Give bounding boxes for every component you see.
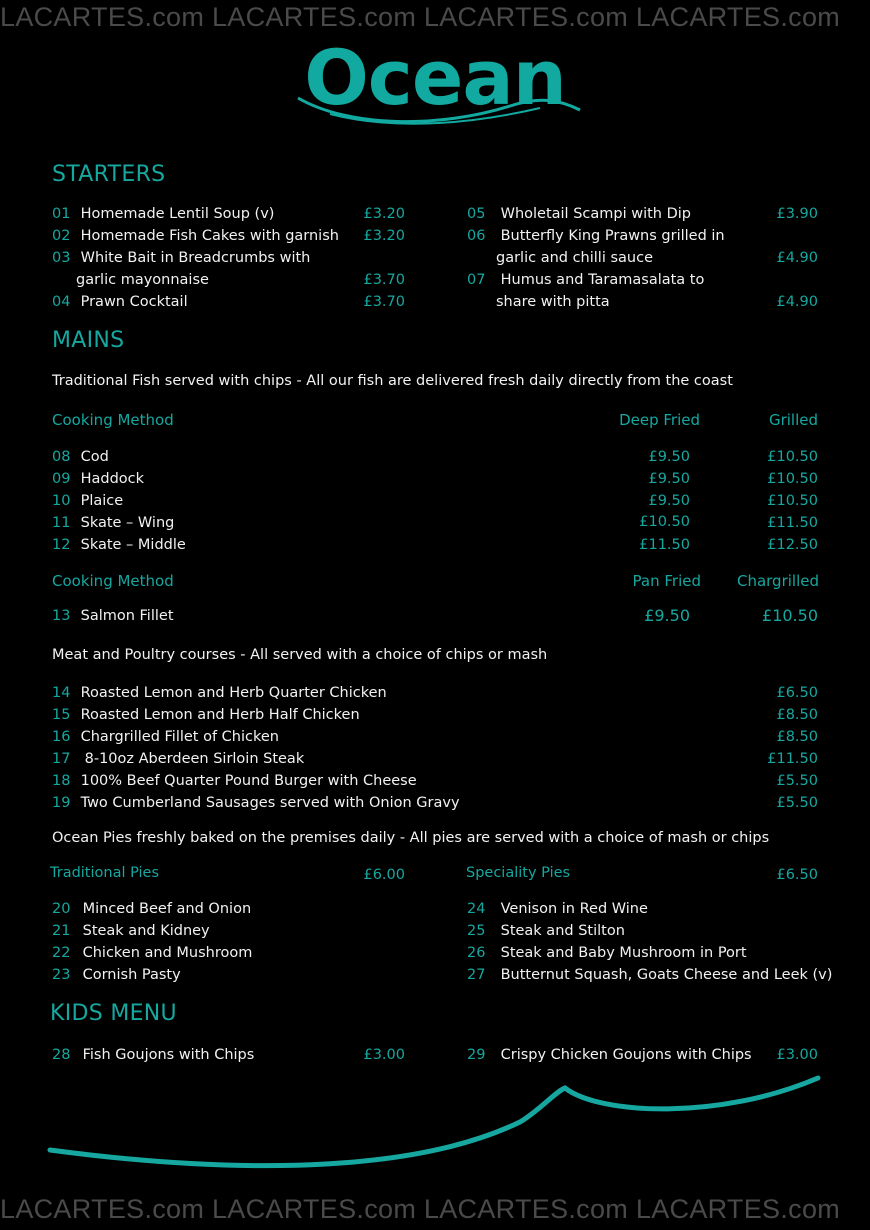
item-number: 26 [467,945,486,961]
cooking-method-label: Cooking Method [52,411,174,429]
price-grilled: £10.50 [767,493,818,509]
item-name: Wholetail Scampi with Dip [500,206,691,222]
pie-item [467,920,625,942]
menu-item [52,225,339,247]
item-name: Haddock [80,471,145,487]
item-price: £5.50 [776,773,818,789]
wave-decoration-icon [0,1070,870,1180]
item-name: Butternut Squash, Goats Cheese and Leek (v) [500,967,833,983]
menu-item [52,726,279,748]
price-deep-fried: £9.50 [648,493,690,509]
menu-item [52,792,460,814]
menu-item [52,682,387,704]
item-number: 04 [52,294,71,310]
item-number: 20 [52,901,71,917]
item-name: 8-10oz Aberdeen Sirloin Steak [84,751,305,767]
table-row [52,605,174,627]
section-title-kids-menu: KIDS MENU [50,1001,177,1026]
item-number: 15 [52,707,71,723]
item-number: 03 [52,250,71,266]
table-row [52,446,109,468]
item-name: Steak and Stilton [500,923,625,939]
item-number: 21 [52,923,71,939]
menu-item [467,203,691,225]
item-name: Minced Beef and Onion [82,901,252,917]
menu-item [52,704,360,726]
item-price: £3.90 [776,206,818,222]
item-number: 28 [52,1047,71,1063]
price-deep-fried: £9.50 [648,449,690,465]
table-row [52,490,123,512]
item-number: 14 [52,685,71,701]
item-price: £4.90 [776,250,818,266]
price-deep-fried: £11.50 [639,537,690,553]
item-name: Chicken and Mushroom [82,945,253,961]
item-number: 23 [52,967,71,983]
item-number: 27 [467,967,486,983]
traditional-pies-price: £6.00 [363,867,405,883]
section-title-starters: STARTERS [52,162,166,187]
item-price: £8.50 [776,707,818,723]
item-price: £3.00 [776,1047,818,1063]
speciality-pies-label: Speciality Pies [466,865,571,881]
cooking-method-label: Cooking Method [52,572,174,590]
pie-item [52,898,251,920]
item-price: £3.00 [363,1047,405,1063]
pie-item [467,898,648,920]
item-name: Salmon Fillet [80,608,174,624]
item-name: White Bait in Breadcrumbs with [80,250,311,266]
item-number: 05 [467,206,486,222]
column-header-pan-fried: Pan Fried [632,572,701,590]
item-price: £11.50 [767,751,818,767]
pie-item [52,920,210,942]
watermark-bottom: LACARTES.com LACARTES.com LACARTES.com LACARTES.com [0,1194,841,1224]
pie-item [52,964,181,986]
item-price: £6.50 [776,685,818,701]
price-pan-fried: £9.50 [644,606,690,625]
price-deep-fried: £10.50 [639,514,690,530]
item-number: 08 [52,449,71,465]
item-name: Skate – Wing [80,515,175,531]
item-name: Fish Goujons with Chips [82,1047,255,1063]
item-price: £3.20 [363,228,405,244]
item-price: £3.70 [363,272,405,288]
pie-item [52,942,252,964]
item-number: 02 [52,228,71,244]
item-number: 12 [52,537,71,553]
item-number: 18 [52,773,71,789]
item-number: 24 [467,901,486,917]
menu-item [52,770,417,792]
section-title-mains: MAINS [52,328,125,353]
menu-item [467,269,704,291]
pies-intro: Ocean Pies freshly baked on the premises daily - All pies are served with a choice of mash or chips [52,830,770,846]
logo-text: Ocean [304,33,566,122]
item-number: 09 [52,471,71,487]
watermark-top: LACARTES.com LACARTES.com LACARTES.com LACARTES.com [0,2,841,32]
item-name: Skate – Middle [80,537,186,553]
item-name: Cod [80,449,109,465]
item-name: Roasted Lemon and Herb Quarter Chicken [80,685,387,701]
price-chargrilled: £10.50 [762,606,818,625]
menu-item [52,748,304,770]
menu-item [52,291,188,313]
item-number: 17 [52,751,71,767]
price-grilled: £12.50 [767,537,818,553]
item-price: £3.70 [363,294,405,310]
item-name: 100% Beef Quarter Pound Burger with Cheese [80,773,417,789]
item-number: 29 [467,1047,486,1063]
table-row [52,534,186,556]
item-name: Cornish Pasty [82,967,181,983]
price-grilled: £11.50 [767,515,818,531]
price-deep-fried: £9.50 [648,471,690,487]
menu-item [52,203,274,225]
menu-item [467,1044,752,1066]
item-number: 16 [52,729,71,745]
logo-wave-icon [290,88,590,128]
table-row [52,468,144,490]
item-number: 07 [467,272,486,288]
item-number: 25 [467,923,486,939]
item-number: 11 [52,515,71,531]
item-name: Venison in Red Wine [500,901,648,917]
item-price: £3.20 [363,206,405,222]
item-name: Two Cumberland Sausages served with Onion Gravy [80,795,460,811]
traditional-pies-label: Traditional Pies [50,865,160,881]
pie-item [467,964,832,986]
item-name: Homemade Fish Cakes with garnish [80,228,339,244]
item-name: Chargrilled Fillet of Chicken [80,729,279,745]
column-header-grilled: Grilled [768,411,818,429]
column-header-deep-fried: Deep Fried [619,411,700,429]
item-name: Plaice [80,493,124,509]
column-header-chargrilled: Chargrilled [736,572,819,590]
table-row [52,512,174,534]
pie-item [467,942,747,964]
mains-intro: Traditional Fish served with chips - All our fish are delivered fresh daily directly from the coast [52,373,733,389]
item-number: 13 [52,608,71,624]
item-name-cont: garlic and chilli sauce [496,250,653,266]
item-name: Steak and Baby Mushroom in Port [500,945,747,961]
price-grilled: £10.50 [767,471,818,487]
item-number: 19 [52,795,71,811]
item-price: £5.50 [776,795,818,811]
item-name: Butterfly King Prawns grilled in [500,228,725,244]
item-name: Roasted Lemon and Herb Half Chicken [80,707,360,723]
price-grilled: £10.50 [767,449,818,465]
item-number: 22 [52,945,71,961]
item-name: Steak and Kidney [82,923,210,939]
item-name: Homemade Lentil Soup (v) [80,206,275,222]
meat-intro: Meat and Poultry courses - All served with a choice of chips or mash [52,647,548,663]
speciality-pies-price: £6.50 [776,867,818,883]
item-name: Humus and Taramasalata to [500,272,705,288]
menu-item [467,225,725,247]
menu-item [52,247,310,269]
item-name: Crispy Chicken Goujons with Chips [500,1047,752,1063]
item-price: £8.50 [776,729,818,745]
item-name-cont: garlic mayonnaise [76,272,209,288]
item-name: Prawn Cocktail [80,294,188,310]
item-number: 10 [52,493,71,509]
item-price: £4.90 [776,294,818,310]
menu-item [52,1044,254,1066]
item-number: 06 [467,228,486,244]
item-name-cont: share with pitta [496,294,610,310]
item-number: 01 [52,206,71,222]
